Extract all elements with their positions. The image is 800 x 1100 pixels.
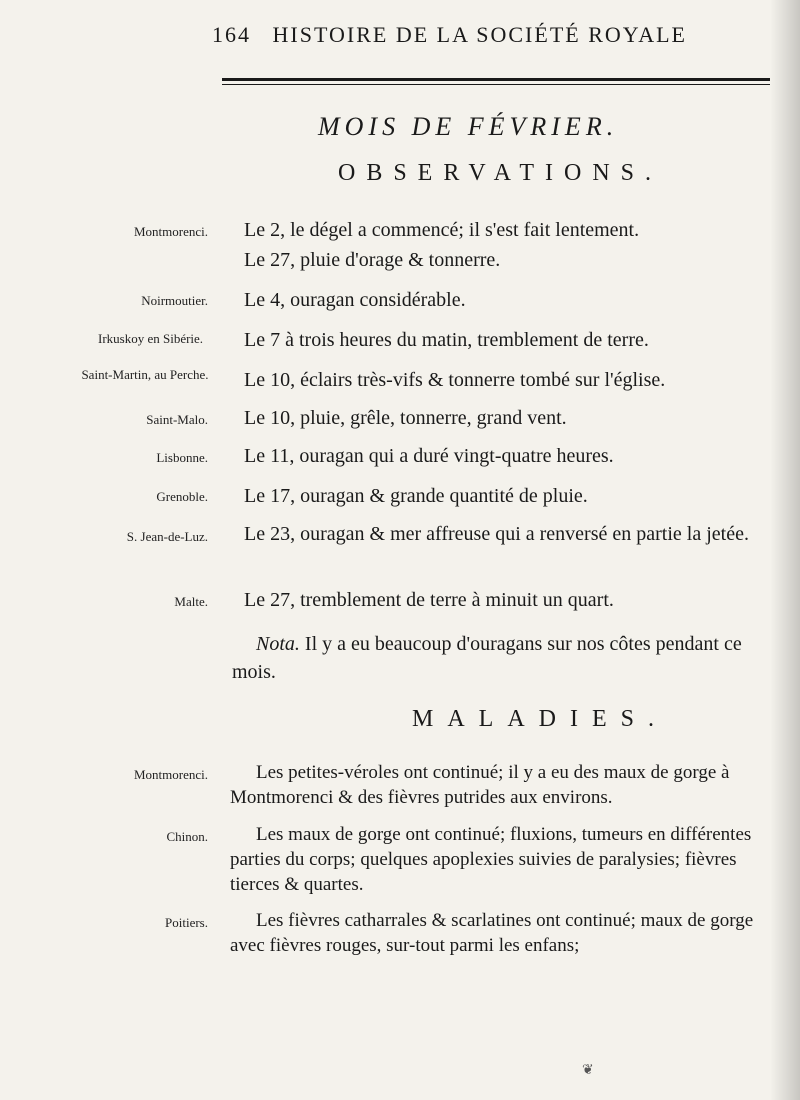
entry-text: Le 27, tremblement de terre à minuit un quart. — [244, 589, 614, 611]
place-label: Montmorenci. — [133, 224, 208, 239]
place-label: S. Jean-de-Luz. — [126, 529, 208, 544]
entry-text: Le 7 à trois heures du matin, tremblement de terre. — [244, 329, 649, 351]
running-head — [212, 22, 792, 48]
place-label: Saint-Malo. — [146, 412, 208, 427]
place-label: Montmorenci. — [133, 767, 208, 782]
entry-text: Le 11, ouragan qui a duré vingt-quatre heures. — [244, 445, 614, 467]
entry-text: Le 2, le dégel a commencé; il s'est fait lentement. — [244, 219, 640, 241]
entry-text: Les maux de gorge ont continué; fluxions, tumeurs en différentes parties du corps; quelques apoplexies suivies de paralysies; fièvres tierces & quartes. — [230, 824, 752, 895]
header-rule-thin — [222, 84, 770, 85]
page-edge-shadow — [770, 0, 800, 1100]
place-label: Malte. — [174, 594, 208, 609]
place-label: Irkuskoy en Sibérie. — [98, 331, 204, 346]
nota-label: Nota. — [256, 633, 300, 655]
place-label: Chinon. — [166, 829, 208, 844]
entry-text: Le 10, pluie, grêle, tonnerre, grand vent. — [244, 407, 567, 429]
fleuron-ornament: ❦ — [582, 1063, 594, 1078]
header-rule — [222, 78, 770, 81]
month-heading: MOIS DE FÉVRIER. — [318, 112, 619, 141]
entry-text: Les petites-véroles ont continué; il y a eu des maux de gorge à Montmorenci & des fièvres putrides aux environs. — [230, 762, 730, 808]
entry-text: Les fièvres catharrales & scarlatines ont continué; maux de gorge avec fièvres rouges, sur-tout parmi les enfans; — [230, 910, 754, 956]
nota-text — [232, 630, 777, 686]
entry-text: Le 27, pluie d'orage & tonnerre. — [244, 249, 501, 271]
place-label: Grenoble. — [156, 489, 208, 504]
running-title: HISTOIRE DE LA SOCIÉTÉ ROYALE — [272, 22, 687, 47]
entry-text: Le 10, éclairs très-vifs & tonnerre tombé sur l'église. — [244, 369, 666, 391]
place-label: Lisbonne. — [156, 450, 208, 465]
observations-title: OBSERVATIONS. — [337, 160, 662, 186]
place-label: Noirmoutier. — [141, 293, 208, 308]
nota-body: Il y a eu beaucoup d'ouragans sur nos côtes pendant ce mois. — [232, 633, 742, 683]
maladies-title: MALADIES. — [412, 706, 668, 732]
entry-text: Le 23, ouragan & mer affreuse qui a renversé en partie la jetée. — [244, 523, 749, 545]
place-label: Saint-Martin, au Perche. — [81, 367, 209, 382]
page-number: 164 — [212, 22, 251, 47]
place-label: Poitiers. — [165, 915, 208, 930]
entry-text: Le 17, ouragan & grande quantité de pluie. — [244, 485, 588, 507]
entry-text: Le 4, ouragan considérable. — [244, 289, 466, 311]
